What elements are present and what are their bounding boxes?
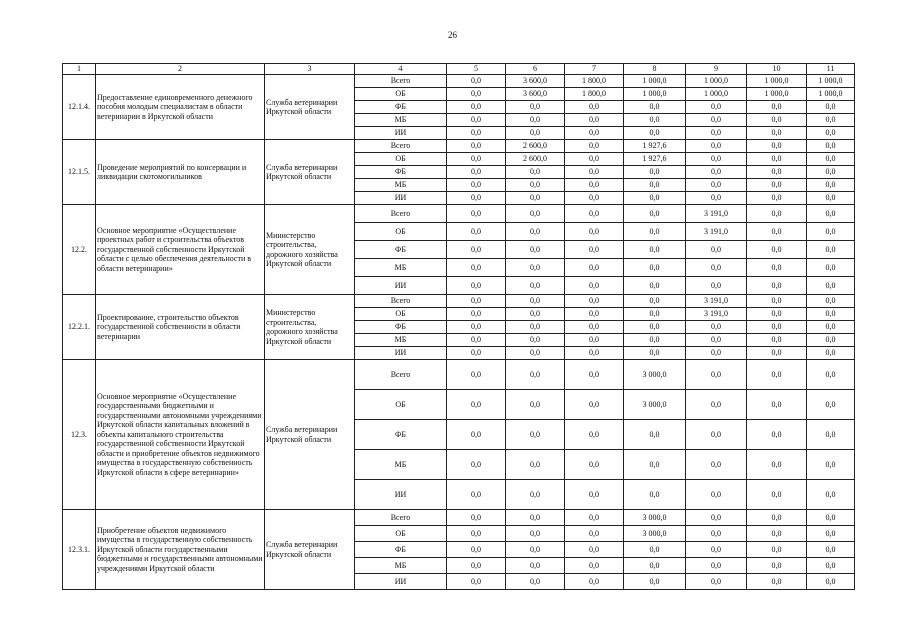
amount-cell: 0,0 xyxy=(747,179,807,192)
measure-code: 12.2.1. xyxy=(63,295,96,360)
amount-cell: 0,0 xyxy=(565,179,624,192)
measure-code: 12.1.5. xyxy=(63,140,96,205)
amount-cell: 0,0 xyxy=(747,558,807,574)
amount-cell: 0,0 xyxy=(506,205,565,223)
amount-cell: 0,0 xyxy=(565,114,624,127)
amount-cell: 0,0 xyxy=(447,259,506,277)
amount-cell: 3 000,0 xyxy=(624,390,686,420)
funding-source: Всего xyxy=(355,205,447,223)
amount-cell: 0,0 xyxy=(807,295,855,308)
amount-cell: 0,0 xyxy=(447,334,506,347)
col-header: 1 xyxy=(63,64,96,75)
amount-cell: 0,0 xyxy=(747,510,807,526)
amount-cell: 0,0 xyxy=(686,321,747,334)
amount-cell: 0,0 xyxy=(624,277,686,295)
amount-cell: 0,0 xyxy=(747,390,807,420)
amount-cell: 0,0 xyxy=(807,360,855,390)
amount-cell: 0,0 xyxy=(624,166,686,179)
funding-source: ИИ xyxy=(355,192,447,205)
amount-cell: 3 191,0 xyxy=(686,223,747,241)
amount-cell: 0,0 xyxy=(624,308,686,321)
amount-cell: 1 927,6 xyxy=(624,153,686,166)
amount-cell: 0,0 xyxy=(565,360,624,390)
amount-cell: 0,0 xyxy=(747,259,807,277)
amount-cell: 0,0 xyxy=(686,127,747,140)
amount-cell: 0,0 xyxy=(624,179,686,192)
amount-cell: 0,0 xyxy=(686,140,747,153)
amount-cell: 1 927,6 xyxy=(624,140,686,153)
table-row xyxy=(63,295,855,308)
amount-cell: 1 000,0 xyxy=(807,75,855,88)
amount-cell: 0,0 xyxy=(447,241,506,259)
budget-table xyxy=(62,63,855,590)
amount-cell: 0,0 xyxy=(506,480,565,510)
amount-cell: 0,0 xyxy=(807,166,855,179)
amount-cell: 0,0 xyxy=(686,334,747,347)
amount-cell: 1 000,0 xyxy=(747,75,807,88)
amount-cell: 0,0 xyxy=(624,574,686,590)
amount-cell: 0,0 xyxy=(506,360,565,390)
amount-cell: 0,0 xyxy=(686,450,747,480)
amount-cell: 0,0 xyxy=(624,558,686,574)
amount-cell: 0,0 xyxy=(447,480,506,510)
amount-cell: 0,0 xyxy=(807,241,855,259)
amount-cell: 3 000,0 xyxy=(624,360,686,390)
amount-cell: 0,0 xyxy=(686,179,747,192)
amount-cell: 0,0 xyxy=(447,558,506,574)
amount-cell: 0,0 xyxy=(686,558,747,574)
amount-cell: 0,0 xyxy=(447,574,506,590)
amount-cell: 0,0 xyxy=(506,450,565,480)
funding-source: МБ xyxy=(355,558,447,574)
amount-cell: 0,0 xyxy=(747,574,807,590)
amount-cell: 1 800,0 xyxy=(565,75,624,88)
amount-cell: 0,0 xyxy=(686,241,747,259)
funding-source: МБ xyxy=(355,179,447,192)
amount-cell: 0,0 xyxy=(747,101,807,114)
amount-cell: 0,0 xyxy=(807,114,855,127)
amount-cell: 0,0 xyxy=(624,223,686,241)
measure-executor: Министерство строительства, дорожного хозяйства Иркутской области xyxy=(265,295,355,360)
amount-cell: 0,0 xyxy=(807,205,855,223)
amount-cell: 0,0 xyxy=(506,574,565,590)
amount-cell: 2 600,0 xyxy=(506,153,565,166)
amount-cell: 0,0 xyxy=(506,334,565,347)
amount-cell: 0,0 xyxy=(447,223,506,241)
amount-cell: 0,0 xyxy=(807,127,855,140)
col-header: 8 xyxy=(624,64,686,75)
amount-cell: 0,0 xyxy=(447,510,506,526)
funding-source: ФБ xyxy=(355,542,447,558)
col-header: 11 xyxy=(807,64,855,75)
amount-cell: 0,0 xyxy=(447,179,506,192)
amount-cell: 0,0 xyxy=(807,526,855,542)
amount-cell: 0,0 xyxy=(506,390,565,420)
amount-cell: 0,0 xyxy=(686,510,747,526)
funding-source: ФБ xyxy=(355,166,447,179)
measure-name: Основное мероприятие «Осуществление проектных работ и строительства объектов государственной собственности Иркутской области с целью обеспечения деятельности в области ветеринарии» xyxy=(96,205,265,295)
measure-name: Проведение мероприятий по консервации и ликвидации скотомогильников xyxy=(96,140,265,205)
amount-cell: 0,0 xyxy=(447,127,506,140)
amount-cell: 0,0 xyxy=(747,277,807,295)
measure-code: 12.1.4. xyxy=(63,75,96,140)
amount-cell: 0,0 xyxy=(447,88,506,101)
amount-cell: 0,0 xyxy=(747,321,807,334)
col-header: 7 xyxy=(565,64,624,75)
amount-cell: 0,0 xyxy=(447,277,506,295)
amount-cell: 0,0 xyxy=(747,526,807,542)
amount-cell: 0,0 xyxy=(506,295,565,308)
amount-cell: 0,0 xyxy=(506,259,565,277)
amount-cell: 0,0 xyxy=(565,390,624,420)
funding-source: ОБ xyxy=(355,390,447,420)
amount-cell: 0,0 xyxy=(624,321,686,334)
amount-cell: 0,0 xyxy=(686,574,747,590)
measure-code: 12.3.1. xyxy=(63,510,96,590)
funding-source: ФБ xyxy=(355,101,447,114)
amount-cell: 0,0 xyxy=(807,574,855,590)
amount-cell: 0,0 xyxy=(565,526,624,542)
amount-cell: 0,0 xyxy=(624,205,686,223)
funding-source: ИИ xyxy=(355,127,447,140)
amount-cell: 0,0 xyxy=(565,480,624,510)
amount-cell: 1 000,0 xyxy=(686,88,747,101)
measure-name: Предоставление единовременного денежного пособия молодым специалистам в области ветеринарии в Иркутской области xyxy=(96,75,265,140)
measure-name: Проектирование, строительство объектов государственной собственности в области ветеринарии xyxy=(96,295,265,360)
amount-cell: 0,0 xyxy=(686,360,747,390)
amount-cell: 0,0 xyxy=(506,192,565,205)
amount-cell: 0,0 xyxy=(747,450,807,480)
amount-cell: 0,0 xyxy=(506,166,565,179)
funding-source: ИИ xyxy=(355,277,447,295)
amount-cell: 0,0 xyxy=(565,574,624,590)
amount-cell: 0,0 xyxy=(565,450,624,480)
amount-cell: 0,0 xyxy=(565,192,624,205)
table-row xyxy=(63,140,855,153)
amount-cell: 3 000,0 xyxy=(624,526,686,542)
amount-cell: 0,0 xyxy=(807,480,855,510)
amount-cell: 3 191,0 xyxy=(686,308,747,321)
amount-cell: 0,0 xyxy=(447,360,506,390)
amount-cell: 0,0 xyxy=(506,127,565,140)
table-row xyxy=(63,75,855,88)
amount-cell: 0,0 xyxy=(747,542,807,558)
amount-cell: 0,0 xyxy=(807,101,855,114)
amount-cell: 0,0 xyxy=(747,334,807,347)
amount-cell: 0,0 xyxy=(686,192,747,205)
amount-cell: 0,0 xyxy=(747,308,807,321)
measure-code: 12.2. xyxy=(63,205,96,295)
funding-source: МБ xyxy=(355,334,447,347)
amount-cell: 0,0 xyxy=(807,542,855,558)
funding-source: ОБ xyxy=(355,88,447,101)
amount-cell: 0,0 xyxy=(807,179,855,192)
funding-source: ОБ xyxy=(355,308,447,321)
amount-cell: 0,0 xyxy=(686,480,747,510)
amount-cell: 0,0 xyxy=(447,390,506,420)
measure-executor: Служба ветеринарии Иркутской области xyxy=(265,360,355,510)
amount-cell: 0,0 xyxy=(565,140,624,153)
amount-cell: 0,0 xyxy=(686,526,747,542)
amount-cell: 0,0 xyxy=(747,153,807,166)
amount-cell: 0,0 xyxy=(447,295,506,308)
amount-cell: 0,0 xyxy=(565,321,624,334)
amount-cell: 0,0 xyxy=(624,259,686,277)
amount-cell: 0,0 xyxy=(686,390,747,420)
amount-cell: 0,0 xyxy=(447,101,506,114)
page-number: 26 xyxy=(448,30,457,40)
amount-cell: 3 191,0 xyxy=(686,295,747,308)
amount-cell: 0,0 xyxy=(624,101,686,114)
funding-source: ФБ xyxy=(355,420,447,450)
amount-cell: 0,0 xyxy=(807,277,855,295)
amount-cell: 0,0 xyxy=(506,223,565,241)
funding-source: МБ xyxy=(355,114,447,127)
col-header: 6 xyxy=(506,64,565,75)
amount-cell: 0,0 xyxy=(747,420,807,450)
amount-cell: 1 000,0 xyxy=(686,75,747,88)
amount-cell: 0,0 xyxy=(747,192,807,205)
amount-cell: 0,0 xyxy=(807,308,855,321)
amount-cell: 1 000,0 xyxy=(624,88,686,101)
amount-cell: 1 000,0 xyxy=(624,75,686,88)
amount-cell: 0,0 xyxy=(565,420,624,450)
amount-cell: 0,0 xyxy=(624,192,686,205)
col-header: 3 xyxy=(265,64,355,75)
amount-cell: 0,0 xyxy=(807,390,855,420)
funding-source: ОБ xyxy=(355,223,447,241)
amount-cell: 0,0 xyxy=(747,295,807,308)
col-header: 5 xyxy=(447,64,506,75)
amount-cell: 1 000,0 xyxy=(807,88,855,101)
amount-cell: 0,0 xyxy=(686,114,747,127)
col-header: 4 xyxy=(355,64,447,75)
funding-source: ИИ xyxy=(355,347,447,360)
amount-cell: 0,0 xyxy=(447,75,506,88)
amount-cell: 0,0 xyxy=(565,153,624,166)
amount-cell: 0,0 xyxy=(807,192,855,205)
amount-cell: 0,0 xyxy=(565,558,624,574)
amount-cell: 0,0 xyxy=(807,140,855,153)
amount-cell: 0,0 xyxy=(624,295,686,308)
amount-cell: 0,0 xyxy=(447,347,506,360)
amount-cell: 0,0 xyxy=(747,480,807,510)
amount-cell: 0,0 xyxy=(506,420,565,450)
amount-cell: 0,0 xyxy=(807,223,855,241)
amount-cell: 0,0 xyxy=(565,510,624,526)
amount-cell: 0,0 xyxy=(565,295,624,308)
amount-cell: 0,0 xyxy=(506,526,565,542)
amount-cell: 0,0 xyxy=(447,420,506,450)
measure-executor: Служба ветеринарии Иркутской области xyxy=(265,75,355,140)
funding-source: Всего xyxy=(355,510,447,526)
amount-cell: 2 600,0 xyxy=(506,140,565,153)
amount-cell: 0,0 xyxy=(447,308,506,321)
measure-name: Основное мероприятие «Осуществление государственными бюджетными и государственными автономными учреждениями Иркутской области капитальных вложений в объекты капитального строительства государственной собственности Иркутской области и приобретение объектов недвижимого имущества в государственную собственность Иркутской области в сфере ветеринарии» xyxy=(96,360,265,510)
amount-cell: 0,0 xyxy=(565,205,624,223)
col-header: 10 xyxy=(747,64,807,75)
amount-cell: 0,0 xyxy=(506,542,565,558)
amount-cell: 0,0 xyxy=(565,277,624,295)
funding-source: Всего xyxy=(355,360,447,390)
measure-name: Приобретение объектов недвижимого имущества в государственную собственность Иркутской области государственными бюджетными и государственными автономными учреждениями Иркутской области xyxy=(96,510,265,590)
table-row xyxy=(63,360,855,390)
col-header: 9 xyxy=(686,64,747,75)
amount-cell: 0,0 xyxy=(807,153,855,166)
amount-cell: 0,0 xyxy=(447,542,506,558)
amount-cell: 0,0 xyxy=(747,205,807,223)
amount-cell: 0,0 xyxy=(506,179,565,192)
amount-cell: 0,0 xyxy=(565,166,624,179)
amount-cell: 0,0 xyxy=(506,321,565,334)
table-body xyxy=(63,75,855,590)
amount-cell: 0,0 xyxy=(447,166,506,179)
amount-cell: 0,0 xyxy=(807,347,855,360)
amount-cell: 0,0 xyxy=(565,542,624,558)
funding-source: ОБ xyxy=(355,153,447,166)
amount-cell: 0,0 xyxy=(807,558,855,574)
amount-cell: 0,0 xyxy=(565,308,624,321)
amount-cell: 0,0 xyxy=(447,321,506,334)
amount-cell: 0,0 xyxy=(624,542,686,558)
amount-cell: 0,0 xyxy=(747,360,807,390)
amount-cell: 0,0 xyxy=(447,153,506,166)
amount-cell: 0,0 xyxy=(506,308,565,321)
amount-cell: 0,0 xyxy=(506,510,565,526)
amount-cell: 0,0 xyxy=(807,420,855,450)
amount-cell: 0,0 xyxy=(747,223,807,241)
funding-source: МБ xyxy=(355,259,447,277)
amount-cell: 0,0 xyxy=(807,259,855,277)
amount-cell: 3 600,0 xyxy=(506,88,565,101)
amount-cell: 0,0 xyxy=(565,259,624,277)
header-row xyxy=(63,64,855,75)
amount-cell: 0,0 xyxy=(807,450,855,480)
amount-cell: 0,0 xyxy=(506,241,565,259)
amount-cell: 0,0 xyxy=(747,347,807,360)
measure-executor: Служба ветеринарии Иркутской области xyxy=(265,510,355,590)
amount-cell: 0,0 xyxy=(624,127,686,140)
funding-source: Всего xyxy=(355,75,447,88)
funding-source: Всего xyxy=(355,140,447,153)
funding-source: ИИ xyxy=(355,480,447,510)
amount-cell: 0,0 xyxy=(686,166,747,179)
amount-cell: 0,0 xyxy=(747,140,807,153)
amount-cell: 0,0 xyxy=(565,127,624,140)
amount-cell: 0,0 xyxy=(686,420,747,450)
amount-cell: 0,0 xyxy=(807,321,855,334)
col-header: 2 xyxy=(96,64,265,75)
measure-executor: Министерство строительства, дорожного хозяйства Иркутской области xyxy=(265,205,355,295)
amount-cell: 0,0 xyxy=(447,140,506,153)
amount-cell: 0,0 xyxy=(686,277,747,295)
amount-cell: 0,0 xyxy=(565,334,624,347)
funding-source: ОБ xyxy=(355,526,447,542)
measure-code: 12.3. xyxy=(63,360,96,510)
amount-cell: 0,0 xyxy=(624,241,686,259)
amount-cell: 1 800,0 xyxy=(565,88,624,101)
amount-cell: 3 191,0 xyxy=(686,205,747,223)
amount-cell: 0,0 xyxy=(506,558,565,574)
amount-cell: 0,0 xyxy=(506,114,565,127)
amount-cell: 0,0 xyxy=(565,347,624,360)
amount-cell: 0,0 xyxy=(624,450,686,480)
amount-cell: 0,0 xyxy=(624,420,686,450)
amount-cell: 0,0 xyxy=(747,241,807,259)
amount-cell: 0,0 xyxy=(624,334,686,347)
amount-cell: 0,0 xyxy=(686,347,747,360)
amount-cell: 0,0 xyxy=(624,480,686,510)
amount-cell: 0,0 xyxy=(447,205,506,223)
measure-executor: Служба ветеринарии Иркутской области xyxy=(265,140,355,205)
amount-cell: 0,0 xyxy=(565,241,624,259)
amount-cell: 0,0 xyxy=(686,101,747,114)
amount-cell: 0,0 xyxy=(565,101,624,114)
amount-cell: 0,0 xyxy=(506,101,565,114)
amount-cell: 0,0 xyxy=(747,114,807,127)
amount-cell: 0,0 xyxy=(506,277,565,295)
amount-cell: 0,0 xyxy=(447,450,506,480)
funding-source: Всего xyxy=(355,295,447,308)
funding-source: ИИ xyxy=(355,574,447,590)
amount-cell: 3 600,0 xyxy=(506,75,565,88)
amount-cell: 0,0 xyxy=(686,153,747,166)
amount-cell: 0,0 xyxy=(447,526,506,542)
amount-cell: 0,0 xyxy=(447,114,506,127)
amount-cell: 0,0 xyxy=(686,259,747,277)
amount-cell: 0,0 xyxy=(807,334,855,347)
amount-cell: 1 000,0 xyxy=(747,88,807,101)
amount-cell: 0,0 xyxy=(624,347,686,360)
amount-cell: 0,0 xyxy=(624,114,686,127)
amount-cell: 0,0 xyxy=(565,223,624,241)
table-row xyxy=(63,205,855,223)
funding-source: ФБ xyxy=(355,241,447,259)
amount-cell: 0,0 xyxy=(686,542,747,558)
funding-source: ФБ xyxy=(355,321,447,334)
amount-cell: 0,0 xyxy=(747,127,807,140)
amount-cell: 3 000,0 xyxy=(624,510,686,526)
amount-cell: 0,0 xyxy=(807,510,855,526)
amount-cell: 0,0 xyxy=(747,166,807,179)
amount-cell: 0,0 xyxy=(447,192,506,205)
table-row xyxy=(63,510,855,526)
funding-source: МБ xyxy=(355,450,447,480)
amount-cell: 0,0 xyxy=(506,347,565,360)
